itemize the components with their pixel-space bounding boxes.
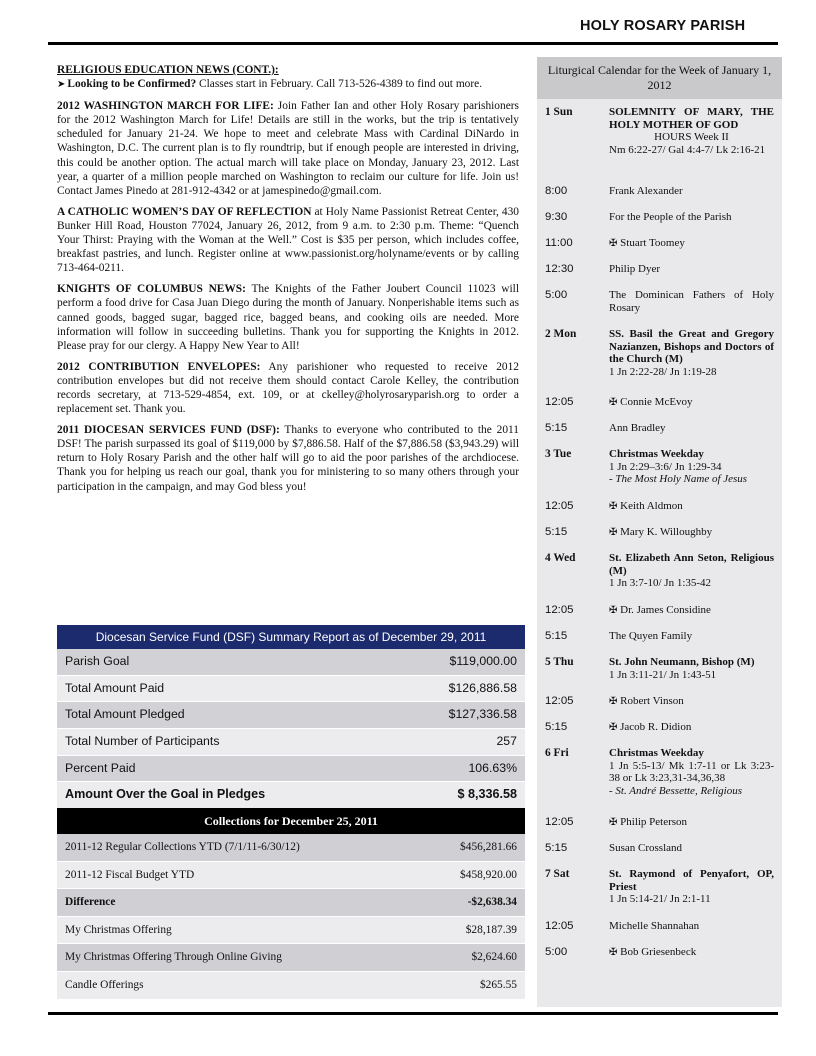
cross-icon: ✠ [609,722,618,733]
mass-intention: Susan Crossland [609,842,683,854]
knights-lead: KNIGHTS OF COLUMBUS NEWS: [57,283,246,296]
row-value: $ 8,336.58 [457,787,517,802]
row-value: -$2,638.34 [467,896,517,909]
table-row [57,676,525,703]
row-value: 106.63% [468,760,517,775]
confirmation-body: Classes start in February. Call 713-526-4389 to find out more. [196,78,483,91]
dsf-body: Thanks to everyone who contributed to the 2011 DSF! The parish surpassed its goal of $119,000 by $7,886.58. Half of the $7,886.58 ($3,943.29) will return to Holy Rosary Parish and the other half will go to aid the poor parishes of the archdiocese. Thank you for helping us reach our goal, thank you for ministering to so many others through your participation in the campaign, and may God bless you! [57,424,520,493]
commemoration: - The Most Holy Name of Jesus [609,473,748,485]
mass-time: 5:15 [545,721,568,733]
footer-rule [48,1012,778,1015]
dsf-lead: 2011 DIOCESAN SERVICES FUND (DSF): [57,424,280,437]
day-label: 7 Sat [545,868,570,880]
mass-intention: Robert Vinson [620,695,684,707]
mass-intention: Keith Aldmon [620,500,683,512]
mass-time: 12:05 [545,604,574,616]
mass-time: 5:00 [545,289,568,301]
mass-intention: Philip Dyer [609,263,661,275]
feast-name: Christmas Weekday [609,448,704,460]
mass-time: 5:15 [545,842,568,854]
mass-time: 12:30 [545,263,574,275]
row-value: $28,187.39 [465,923,517,936]
cross-icon: ✠ [609,605,618,616]
cross-icon: ✠ [609,238,618,249]
mass-time: 5:15 [545,630,568,642]
mass-intention: Ann Bradley [609,422,666,434]
commemoration: - St. André Bessette, Religious [609,784,742,797]
mass-intention: Bob Griesenbeck [620,946,697,958]
mass-intention: The Dominican Fathers of Holy Rosary [609,289,774,314]
table-row [57,862,525,890]
row-label: 2011-12 Regular Collections YTD (7/1/11-6/30/12) [65,841,300,853]
table-row [57,917,525,945]
table-row [57,889,525,917]
march-for-life-body: Join Father Ian and other Holy Rosary parishioners for the 2012 Washington March for Life! Details are still in the works, but the trip is tentatively scheduled for January 21-24. We hope to meet and celebrate Mass with Cardinal DiNardo in Washington, D.C. The current plan is to fly roundtrip, but if enough people are interested in driving, this could be another option. The actual march will take place on Monday, January 23, 2012. Last year, a quarter of a million people marched on Washington to reclaim our culture for life. Join us! Contact James Pinedo at 281-912-4342 or at jamespinedo@gmail.com. [57,100,519,197]
mass-intention: Mary K. Willoughby [620,526,713,538]
row-label: Total Number of Participants [65,734,220,749]
mass-time: 12:05 [545,920,574,932]
row-value: $456,281.66 [460,841,517,853]
day-label: 3 Tue [545,448,572,460]
cross-icon: ✠ [609,397,618,408]
mass-time: 12:05 [545,695,574,707]
mass-intention: Dr. James Considine [620,604,711,616]
mass-intention: Connie McEvoy [620,396,693,408]
row-label: Candle Offerings [65,978,144,991]
feast-name: St. Elizabeth Ann Seton, Religious (M) [609,552,774,577]
row-value: $265.55 [479,978,517,991]
row-label: 2011-12 Fiscal Budget YTD [65,868,195,881]
feast-name: Christmas Weekday [609,747,704,759]
feast-name: SS. Basil the Great and Gregory Nazianzen, Bishops and Doctors of the Church (M) [609,328,774,365]
table-row [57,972,525,1000]
cross-icon: ✠ [609,696,618,707]
mass-time: 5:00 [545,946,568,958]
row-value: $119,000.00 [449,654,517,668]
day-label: 6 Fri [545,747,569,759]
cross-icon: ✠ [609,817,618,828]
row-label: My Christmas Offering [65,923,172,936]
readings: 1 Jn 3:11-21/ Jn 1:43-51 [609,668,717,681]
mass-time: 9:30 [545,211,568,223]
mass-time: 12:05 [545,500,574,512]
dsf-table-title: Diocesan Service Fund (DSF) Summary Report as of December 29, 2011 [57,625,525,649]
cross-icon: ✠ [609,501,618,512]
womens-day-lead: A CATHOLIC WOMEN’S DAY OF REFLECTION [57,205,312,218]
cross-icon: ✠ [609,527,618,538]
collections-table-title: Collections for December 25, 2011 [57,808,525,834]
table-row [57,702,525,729]
collections-table [57,808,525,1000]
dsf-summary-table [57,625,525,809]
mass-time: 5:15 [545,526,568,538]
table-row [57,729,525,756]
mass-intention: Philip Peterson [620,816,688,828]
feast-name: St. John Neumann, Bishop (M) [609,656,755,668]
row-value: $458,920.00 [460,868,517,881]
readings: 1 Jn 3:7-10/ Jn 1:35-42 [609,577,712,589]
row-value: $2,624.60 [471,951,517,964]
confirmation-lead: Looking to be Confirmed? [67,78,197,91]
row-value: $126,886.58 [448,680,517,695]
knights-body: The Knights of the Father Joubert Council 11023 will perform a food drive for Casa Juan Diego during the month of January. Nonperishable items such as canned goods, bagged sugar, bagged rice, bagged beans, and cooking oils are needed. More information will follow in succeeding bulletins. Thank you for supporting the Knights in 2012. Please pray for our clergy. A Happy New Year to All! [57,283,519,352]
row-label: My Christmas Offering Through Online Giving [65,951,282,964]
calendar-title: Liturgical Calendar for the Week of January 1, 2012 [537,57,782,99]
row-label: Difference [65,896,116,909]
row-label: Amount Over the Goal in Pledges [65,787,266,802]
table-row [57,782,525,809]
row-label: Parish Goal [65,654,130,668]
row-label: Total Amount Pledged [65,707,185,722]
liturgical-calendar [537,57,782,1007]
row-value: $127,336.58 [448,707,517,722]
mass-time: 12:05 [545,396,574,408]
mass-intention: For the People of the Parish [609,211,732,223]
mass-time: 5:15 [545,422,568,434]
mass-intention: Jacob R. Didion [620,721,692,733]
day-label: 4 Wed [545,552,576,564]
mass-time: 11:00 [545,237,573,249]
table-row [57,944,525,972]
row-label: Percent Paid [65,760,136,775]
mass-intention: Michelle Shannahan [609,920,700,932]
readings: Nm 6:22-27/ Gal 4:4-7/ Lk 2:16-21 [609,143,766,156]
feast-name: SOLEMNITY OF MARY, THE HOLY MOTHER OF GOD [609,106,774,131]
mass-intention: Frank Alexander [609,185,683,197]
mass-time: 8:00 [545,185,568,197]
table-row [57,649,525,676]
news-column [57,63,519,501]
envelopes-lead: 2012 CONTRIBUTION ENVELOPES: [57,360,261,373]
womens-day-body: at Holy Name Passionist Retreat Center, 430 Bunker Hill Road, Houston 77024, January 26, 2012, from 9 a.m. to 2:30 p.m. Theme: “Quench Your Thirst: Praying with the Woman at the Well.” Cost is $35 per person, which includes coffee, breakfast pastries, and lunch. Register online at www.passionist.org/holyname/events or by calling 713-464-0211. [57,205,519,275]
hours-label: HOURS Week II [654,131,729,143]
mass-intention: The Quyen Family [609,630,693,642]
section-title: RELIGIOUS EDUCATION NEWS (CONT.): [57,64,279,76]
readings: 1 Jn 2:22-28/ Jn 1:19-28 [609,365,717,378]
table-row [57,756,525,783]
header-rule [48,42,778,45]
mass-time: 12:05 [545,816,574,828]
envelopes-body: Any parishioner who requested to receive 2012 contribution envelopes but did not receive them should contact Carole Kelley, the contribution records secretary, at 713-529-4854, ext. 109, or at ckelley@holyrosaryparish.org to order a replacement set. Thank you. [57,360,519,416]
page-header-title: HOLY ROSARY PARISH [580,18,746,34]
arrow-bullet-icon: ➤ [57,79,66,91]
readings: 1 Jn 5:14-21/ Jn 2:1-11 [609,893,711,905]
march-for-life-lead: 2012 WASHINGTON MARCH FOR LIFE: [57,100,274,113]
day-label: 2 Mon [545,328,577,340]
readings: 1 Jn 5:5-13/ Mk 1:7-11 or Lk 3:23-38 or Lk 3:23,31-34,36,38 [609,759,774,784]
day-label: 5 Thu [545,656,574,668]
table-row [57,834,525,862]
day-label: 1 Sun [545,106,573,118]
mass-intention: Stuart Toomey [620,237,685,249]
readings: 1 Jn 2:29–3:6/ Jn 1:29-34 [609,460,722,473]
row-value: 257 [496,734,517,749]
cross-icon: ✠ [609,947,618,958]
row-label: Total Amount Paid [65,680,165,695]
feast-name: St. Raymond of Penyafort, OP, Priest [609,868,774,893]
